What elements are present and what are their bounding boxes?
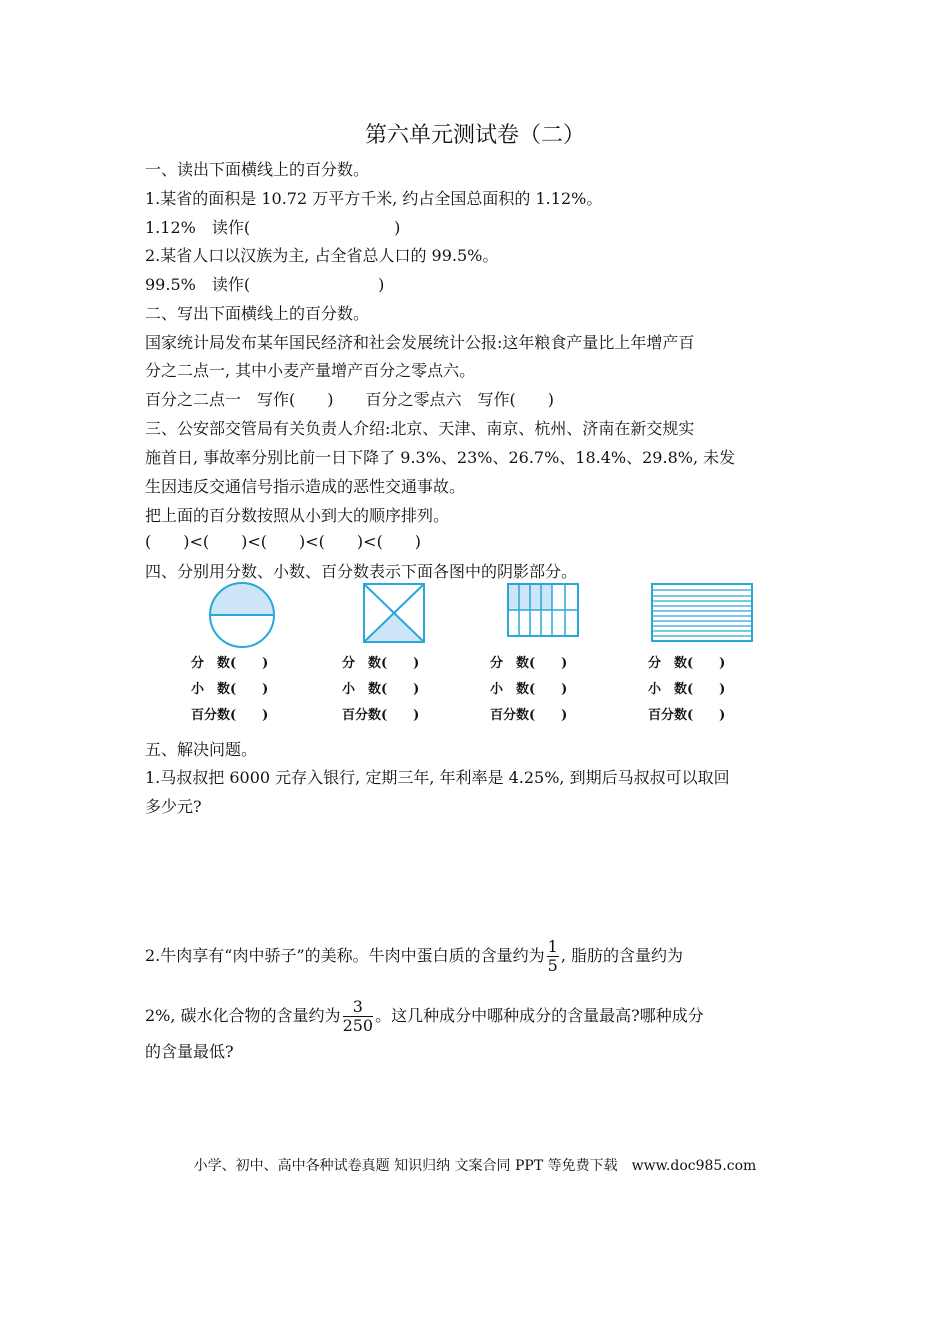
figure1-labels: [191, 657, 268, 735]
page-title: 第六单元测试卷（二）: [364, 123, 585, 148]
fraction-denominator: 250: [342, 1016, 374, 1035]
fraction-one-fifth: [547, 938, 559, 975]
section5-q1-line2: 多少元?: [145, 797, 202, 816]
section1-q1: 1.某省的面积是 10.72 万平方千米, 约占全国总面积的 1.12%。: [145, 189, 603, 208]
fraction-denominator: 5: [547, 956, 558, 975]
section1-q1-answer: 1.12% 读作( ): [145, 218, 401, 237]
section5-q2-line3: 的含量最低?: [145, 1042, 234, 1061]
section1-q2: 2.某省人口以汉族为主, 占全省总人口的 99.5%。: [145, 246, 499, 265]
section2-text-line2: 分之二点一, 其中小麦产量增产百分之零点六。: [145, 361, 476, 380]
percent-label: 百分数( ): [191, 708, 269, 723]
fraction-numerator: 3: [343, 998, 374, 1017]
section4-heading: 四、分别用分数、小数、百分数表示下面各图中的阴影部分。: [145, 562, 578, 581]
percent-label: 百分数( ): [490, 708, 568, 723]
section3-line1: 三、公安部交管局有关负责人介绍:北京、天津、南京、杭州、济南在新交规实: [145, 419, 695, 438]
q2-line1-text-b: , 脂肪的含量约为: [560, 946, 684, 965]
percent-label: 百分数( ): [648, 708, 726, 723]
figure-stripes: [650, 582, 754, 644]
section3-line4: 把上面的百分数按照从小到大的顺序排列。: [145, 506, 450, 525]
decimal-label: 小 数( ): [648, 682, 726, 697]
figure4-labels: [648, 657, 725, 735]
figure3-labels: [490, 657, 567, 735]
q2-line1-text-a: 2.牛肉享有“肉中骄子”的美称。牛肉中蛋白质的含量约为: [145, 946, 545, 965]
figure-grid: [506, 582, 580, 640]
section5-heading: 五、解决问题。: [145, 740, 258, 759]
section1-heading: 一、读出下面横线上的百分数。: [145, 160, 370, 179]
section1-q2-answer: 99.5% 读作( ): [145, 275, 385, 294]
q2-line2-text-a: 2%, 碳水化合物的含量约为: [145, 1006, 341, 1025]
figure-circle: [207, 582, 279, 648]
decimal-label: 小 数( ): [490, 682, 568, 697]
percent-label: 百分数( ): [342, 708, 420, 723]
page-footer: 小学、初中、高中各种试卷真题 知识归纳 文案合同 PPT 等免费下载 www.doc985.com: [193, 1158, 757, 1174]
fraction-numerator: 1: [547, 937, 558, 956]
section2-answer: 百分之二点一 写作( ) 百分之零点六 写作( ): [145, 390, 554, 409]
q2-line2-text-b: 。这几种成分中哪种成分的含量最高?哪种成分: [375, 1006, 704, 1025]
fraction-label: 分 数( ): [490, 656, 568, 671]
fraction-label: 分 数( ): [342, 656, 420, 671]
figures-row: [0, 582, 950, 652]
section5-q2-line2: [145, 998, 704, 1035]
section3-line2: 施首日, 事故率分别比前一日下降了 9.3%、23%、26.7%、18.4%、29.8%, 未发: [145, 448, 736, 467]
fraction-label: 分 数( ): [191, 656, 269, 671]
fraction-label: 分 数( ): [648, 656, 726, 671]
circle-shaded-half: [210, 583, 274, 615]
decimal-label: 小 数( ): [342, 682, 420, 697]
section2-heading: 二、写出下面横线上的百分数。: [145, 304, 370, 323]
stripe-lines: [652, 590, 752, 636]
decimal-label: 小 数( ): [191, 682, 269, 697]
figure2-labels: [342, 657, 419, 735]
square-shaded-triangle: [364, 612, 424, 642]
fraction-three-250ths: [343, 998, 374, 1035]
section5-q2-line1: [145, 938, 683, 975]
stripes-outline: [652, 584, 752, 641]
order-line: ( )<( )<( )<( )<( ): [145, 532, 422, 551]
section3-line3: 生因违反交通信号指示造成的恶性交通事故。: [145, 477, 466, 496]
section2-text-line1: 国家统计局发布某年国民经济和社会发展统计公报:这年粮食产量比上年增产百: [145, 333, 695, 352]
section5-q1-line1: 1.马叔叔把 6000 元存入银行, 定期三年, 年利率是 4.25%, 到期后马叔叔可以取回: [145, 768, 730, 787]
figure-square: [362, 582, 426, 644]
